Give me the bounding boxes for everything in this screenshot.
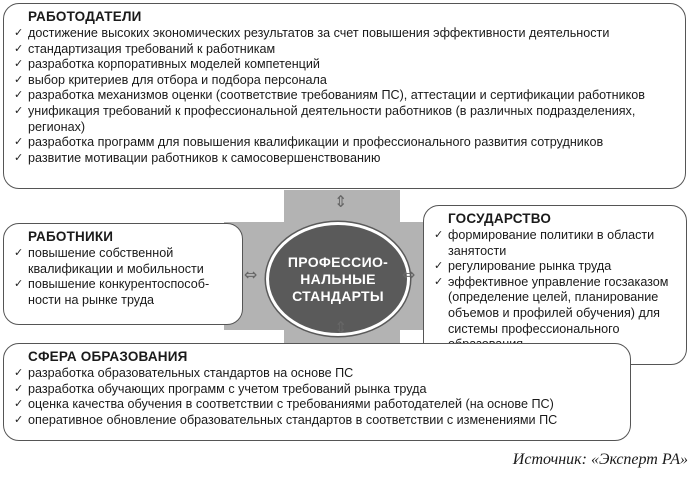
check-icon: ✓ <box>14 367 24 379</box>
check-icon: ✓ <box>14 73 24 86</box>
check-icon: ✓ <box>434 260 444 273</box>
center-label-line2: НАЛЬНЫЕ <box>300 270 376 287</box>
list-item: ✓ формирование политики в области занятости <box>434 228 655 258</box>
check-icon: ✓ <box>14 151 24 164</box>
center-label-line3: СТАНДАРТЫ <box>292 287 384 304</box>
check-icon: ✓ <box>14 104 24 117</box>
workers-title: РАБОТНИКИ <box>28 229 114 244</box>
list-item: ✓ унификация требований к профессиональной деятельности работников (в различных подразделениях, регионах) <box>14 103 636 134</box>
state-list <box>434 228 676 353</box>
list-item: ✓ развитие мотивации работников к самосовершенствованию <box>14 150 381 165</box>
list-item: ✓ эффективное управление госзаказом (определение целей, планирование объемов и профилей обучения) для системы профессионального <box>434 274 669 336</box>
list-item: ✓ регулирование рынка труда <box>434 259 612 274</box>
list-item: ✓ оперативное обновление образовательных стандартов в соответствии с изменениями ПС <box>14 412 558 427</box>
list-item: ✓ разработка образовательных стандартов на основе ПС <box>14 366 354 380</box>
check-icon: ✓ <box>14 58 24 71</box>
double-arrow-horizontal-icon: ⇔ <box>244 265 258 284</box>
list-item: ✓ стандартизация требований к работникам <box>14 41 276 56</box>
double-arrow-vertical-icon: ⇕ <box>334 318 348 337</box>
education-list <box>14 366 620 428</box>
check-icon: ✓ <box>14 27 24 39</box>
list-item: ✓ достижение высоких экономических результатов за счет повышения эффективности деятельности <box>14 26 610 40</box>
source-caption: Источник: «Эксперт РА» <box>512 451 688 468</box>
workers-list <box>14 246 232 308</box>
double-arrow-vertical-icon: ⇕ <box>334 192 348 211</box>
list-item: ✓ оценка качества обучения в соответствии с требованиями работодателей (на основе ПС) <box>14 397 554 412</box>
check-icon: ✓ <box>14 382 24 395</box>
check-icon: ✓ <box>14 42 24 55</box>
check-icon: ✓ <box>14 398 24 411</box>
employers-title: РАБОТОДАТЕЛИ <box>28 9 142 24</box>
list-item: ✓ разработка корпоративных моделей компетенций <box>14 57 320 72</box>
state-title: ГОСУДАРСТВО <box>448 211 552 226</box>
check-icon: ✓ <box>14 247 24 259</box>
employers-box <box>3 3 686 189</box>
list-item: ✓ разработка обучающих программ с учетом требований рынка труда <box>14 381 427 396</box>
state-box <box>423 205 687 365</box>
list-item: ✓ разработка программ для повышения квалификации и профессионального развития сотрудников <box>14 135 604 150</box>
list-item: ✓ повышение собственной квалификации и мобильности <box>14 246 204 276</box>
check-icon: ✓ <box>14 413 24 426</box>
employers-list <box>14 26 675 166</box>
check-icon: ✓ <box>434 229 444 241</box>
center-label-line1: ПРОФЕССИО- <box>287 253 389 270</box>
check-icon: ✓ <box>14 278 24 291</box>
education-box <box>3 343 631 441</box>
double-arrow-horizontal-icon: ⇔ <box>402 265 416 284</box>
list-item: ✓ повышение конкурентоспособ-ности на рынке труда <box>14 277 210 307</box>
education-title: СФЕРА ОБРАЗОВАНИЯ <box>28 349 188 364</box>
check-icon: ✓ <box>14 89 24 102</box>
list-item: ✓ разработка механизмов оценки (соответствие требованиям ПС), аттестации и сертификации работников <box>14 88 646 103</box>
list-item: ✓ выбор критериев для отбора и подбора персонала <box>14 72 327 87</box>
check-icon: ✓ <box>434 275 444 288</box>
check-icon: ✓ <box>14 136 24 149</box>
workers-box <box>3 223 243 325</box>
